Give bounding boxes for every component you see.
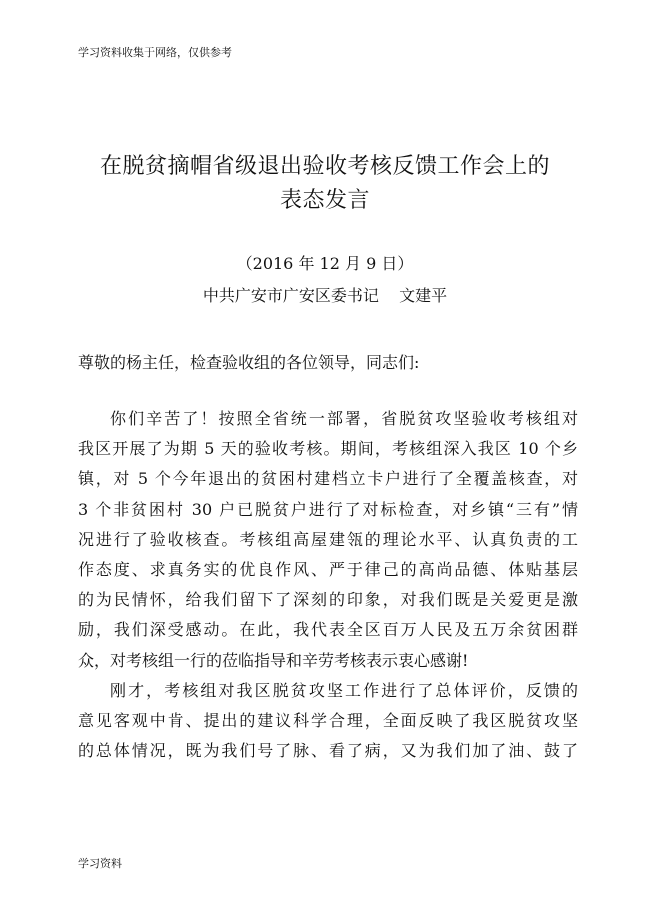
author-org-title: 中共广安市广安区委书记 bbox=[202, 286, 379, 305]
footer-note: 学习资料 bbox=[78, 857, 122, 870]
author-line bbox=[60, 285, 590, 307]
salutation: 尊敬的杨主任，检查验收组的各位领导，同志们: bbox=[78, 353, 420, 372]
paragraph-1-line: 况进行了验收核查。考核组高屋建瓴的理论水平、认真负责的工 bbox=[78, 529, 578, 549]
paragraph-2-line: 的总体情况，既为我们号了脉、看了病，又为我们加了油、鼓了 bbox=[78, 741, 578, 761]
author-name: 文建平 bbox=[399, 286, 448, 305]
paragraph-1-line: 励，我们深受感动。在此，我代表全区百万人民及五万余贫困群 bbox=[78, 620, 578, 640]
paragraph-2-line: 意见客观中肯、提出的建议科学合理，全面反映了我区脱贫攻坚 bbox=[78, 710, 578, 730]
paragraph-1-line: 你们辛苦了！按照全省统一部署，省脱贫攻坚验收考核组对 bbox=[110, 409, 578, 428]
title-line-2: 表态发言 bbox=[279, 188, 370, 213]
paragraph-1-line: 3 个非贫困村 30 户已脱贫户进行了对标检查，对乡镇“三有”情 bbox=[78, 499, 578, 519]
paragraph-1-line: 镇，对 5 个今年退出的贫困村建档立卡户进行了全覆盖核查，对 bbox=[78, 469, 578, 489]
paragraph-2-line: 刚才，考核组对我区脱贫攻坚工作进行了总体评价，反馈的 bbox=[110, 680, 578, 700]
speech-date: （2016 年 12 月 9 日） bbox=[236, 254, 414, 273]
paragraph-1-line: 作态度、求真务实的优良作风、严于律己的高尚品德、体贴基层 bbox=[78, 559, 578, 579]
paragraph-1-line: 我区开展了为期 5 天的验收考核。期间，考核组深入我区 10 个乡 bbox=[78, 439, 578, 459]
body-text bbox=[78, 404, 578, 766]
paragraph-1-line: 众，对考核组一行的莅临指导和辛劳考核表示衷心感谢! bbox=[78, 650, 469, 670]
paragraph-1-line: 的为民情怀，给我们留下了深刻的印象，对我们既是关爱更是激 bbox=[78, 590, 578, 610]
header-note: 学习资料收集于网络，仅供参考 bbox=[78, 46, 232, 59]
document-title bbox=[60, 150, 590, 218]
title-line-1: 在脱贫摘帽省级退出验收考核反馈工作会上的 bbox=[99, 154, 550, 179]
